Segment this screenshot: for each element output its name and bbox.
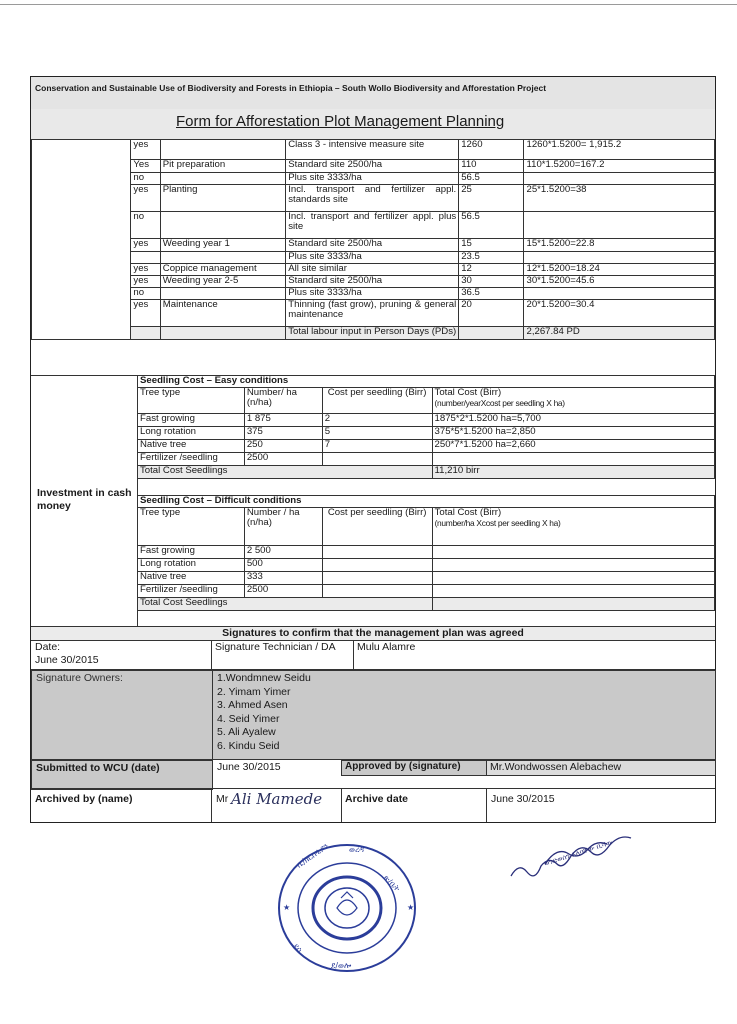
official-stamp [275,838,423,976]
labour-person-days: 30 [459,275,524,287]
archive-date-value-divider [486,788,487,822]
seedling-cost [322,545,432,558]
owners-list [213,671,715,755]
technician-label: Signature Technician / DA [215,641,336,653]
seedling-header-row [138,507,715,545]
seedling-cost: 7 [322,439,432,452]
labour-calculation: 30*1.5200=45.6 [524,275,715,287]
approver-signature [505,826,655,886]
form-header [31,77,715,110]
seedling-title: Seedling Cost – Easy conditions [138,376,715,388]
labour-activity [160,287,285,299]
date-value: June 30/2015 [35,654,99,666]
approved-label: Approved by (signature) [345,761,461,772]
seedling-total: 375*5*1.5200 ha=2,850 [432,426,714,439]
labour-activity [160,140,285,160]
archive-date-value: June 30/2015 [491,793,555,805]
labour-calculation: 1260*1.5200= 1,915.2 [524,140,715,160]
labour-person-days: 15 [459,238,524,251]
owner-name: 5. Ali Ayalew [217,726,276,739]
technician-name: Mulu Alamre [357,641,416,653]
labour-yes-no: yes [131,275,160,287]
svg-text:ጽ/ቤት: ጽ/ቤት [381,873,402,894]
labour-row [32,287,715,299]
seedling-total-label: Total Cost Seedlings [138,597,433,610]
submitted-value: June 30/2015 [217,761,281,773]
labour-row [32,160,715,173]
labour-site: Thinning (fast grow), pruning & general maintenance [286,299,459,326]
investment-label: Investment in cash money [37,487,132,512]
labour-row [32,184,715,211]
labour-person-days: 56.5 [459,173,524,185]
row-divider-2 [31,788,715,789]
signatures-heading: Signatures to confirm that the management plan was agreed [31,626,715,641]
date-cell [31,640,212,670]
labour-activity [160,251,285,263]
seedling-header-row [138,387,715,413]
owners-label: Signature Owners: [36,672,123,684]
approved-value: Mr.Wondwossen Alebachew [490,761,622,773]
seedling-cost [322,584,432,597]
labour-site: Incl. transport and fertilizer appl. standards site [286,184,459,211]
project-title: Conservation and Sustainable Use of Biodiversity and Forests in Ethiopia – South Wollo Biodiversity and Afforestation Project [35,83,547,93]
labour-total-spacer [131,326,160,339]
labour-row [32,140,715,160]
col-total-cost-formula: (number/yearXcost per seedling X ha) [434,398,565,408]
col-cost-per-seedling: Cost per seedling (Birr) [322,507,432,545]
seedling-total [432,571,714,584]
labour-yes-no [131,251,160,263]
labour-calculation: 12*1.5200=18.24 [524,263,715,275]
labour-activity [160,211,285,238]
svg-text:ቤ/ክርስቲያን: ቤ/ክርስቲያን [294,841,331,870]
date-label: Date: [35,641,61,653]
owners-list-cell [212,670,716,760]
col-number-per-ha: Number / ha (n/ha) [244,507,322,545]
labour-yes-no: no [131,211,160,238]
seedling-cost: 2 [322,413,432,426]
labour-person-days: 25 [459,184,524,211]
seedling-total-label: Total Cost Seedlings [138,465,433,478]
col-tree-type: Tree type [138,507,245,545]
labour-calculation [524,251,715,263]
seedling-number: 2 500 [244,545,322,558]
labour-activity: Maintenance [160,299,285,326]
labour-row [32,263,715,275]
archive-date-divider [341,788,342,822]
seedling-number: 250 [244,439,322,452]
labour-row [32,299,715,326]
seedling-tree-type: Native tree [138,571,245,584]
labour-activity: Pit preparation [160,160,285,173]
labour-yes-no: yes [131,263,160,275]
form-title: Form for Afforestation Plot Management Planning [176,113,505,130]
labour-site: Incl. transport and fertilizer appl. plus site [286,211,459,238]
seedling-tree-type: Fertilizer /seedling [138,584,245,597]
labour-activity: Weeding year 1 [160,238,285,251]
archived-prefix: Mr [216,793,229,805]
seedling-tree-type: Fertilizer /seedling [138,452,245,465]
seedling-total-value: 11,210 birr [432,465,714,478]
archived-name-handwritten: Ali Mamede [231,790,323,808]
seedling-total [432,452,714,465]
seedling-cost [322,452,432,465]
labour-row [32,211,715,238]
labour-person-days: 110 [459,160,524,173]
labour-site: Plus site 3333/ha [286,287,459,299]
svg-text:★: ★ [407,903,415,912]
svg-text:ደሴ: ደሴ [291,941,305,956]
seedling-tree-type: Long rotation [138,558,245,571]
seedling-number: 2500 [244,584,322,597]
seedling-number: 375 [244,426,322,439]
labour-yes-no: no [131,173,160,185]
seedling-total [432,545,714,558]
owner-name: 2. Yimam Yimer [217,685,291,698]
seedling-number: 1 875 [244,413,322,426]
labour-person-days: 1260 [459,140,524,160]
col-total-cost [432,507,714,545]
labour-total-label: Total labour input in Person Days (PDs) [286,326,459,339]
owner-name: 4. Seid Yimer [217,712,280,725]
labour-calculation [524,173,715,185]
labour-site: Class 3 - intensive measure site [286,140,459,160]
labour-person-days: 36.5 [459,287,524,299]
seedling-tree-type: Fast growing [138,545,245,558]
labour-yes-no: yes [131,184,160,211]
labour-table [31,139,715,340]
seedling-row [138,426,715,439]
svg-text:ደ/ወሎ: ደ/ወሎ [331,961,352,970]
labour-row [32,251,715,263]
labour-yes-no: Yes [131,160,160,173]
col-total-cost-label: Total Cost (Birr) [434,387,502,398]
submitted-label: Submitted to WCU (date) [36,762,160,774]
labour-calculation: 25*1.5200=38 [524,184,715,211]
labour-total-spacer [160,326,285,339]
form-sheet [30,76,716,823]
seedling-tree-type: Fast growing [138,413,245,426]
labour-activity: Coppice management [160,263,285,275]
col-total-cost-formula: (number/ha Xcost per seedling X ha) [434,518,561,528]
col-total-cost [432,387,714,413]
seedling-cost [322,571,432,584]
svg-text:ወረዳ: ወረዳ [349,845,365,854]
seedling-total-row [138,465,715,478]
labour-activity [160,173,285,185]
labour-person-days: 12 [459,263,524,275]
labour-total-value: 2,267.84 PD [524,326,715,339]
labour-blank-cell [32,140,131,340]
seedling-row [138,413,715,426]
owner-name: 1.Wondmnew Seidu [217,672,311,684]
seedling-row [138,571,715,584]
labour-row [32,238,715,251]
seedling-number: 2500 [244,452,322,465]
labour-yes-no: yes [131,238,160,251]
labour-calculation [524,211,715,238]
labour-calculation [524,287,715,299]
seedling-total-value [432,597,714,610]
col-tree-type: Tree type [138,387,245,413]
archived-divider [211,788,212,822]
seedling-tree-type: Native tree [138,439,245,452]
difficult-seedling-table [137,495,715,611]
seedling-cost [322,558,432,571]
seedling-total: 250*7*1.5200 ha=2,660 [432,439,714,452]
submitted-label-cell [31,760,213,790]
seedling-row [138,439,715,452]
labour-activity: Weeding year 2-5 [160,275,285,287]
labour-calculation: 110*1.5200=167.2 [524,160,715,173]
owners-label-cell [31,670,213,760]
scan-edge-line [0,4,737,5]
labour-site: All site similar [286,263,459,275]
seedling-title-row [138,376,715,388]
seedling-total-row [138,597,715,610]
technician-divider [353,640,354,669]
labour-total-row [32,326,715,339]
seedling-cost: 5 [322,426,432,439]
labour-site: Standard site 2500/ha [286,275,459,287]
archived-label: Archived by (name) [35,793,133,805]
labour-row [32,173,715,185]
labour-person-days: 56.5 [459,211,524,238]
labour-total-spacer [459,326,524,339]
col-cost-per-seedling: Cost per seedling (Birr) [322,387,432,413]
seedling-row [138,545,715,558]
seedling-title: Seedling Cost – Difficult conditions [138,496,715,508]
labour-person-days: 23.5 [459,251,524,263]
owner-name: 3. Ahmed Asen [217,699,288,712]
seedling-total [432,584,714,597]
labour-yes-no: yes [131,140,160,160]
seedling-row [138,558,715,571]
col-number-per-ha: Number/ ha (n/ha) [244,387,322,413]
labour-person-days: 20 [459,299,524,326]
seedling-total: 1875*2*1.5200 ha=5,700 [432,413,714,426]
seedling-row [138,452,715,465]
labour-activity: Planting [160,184,285,211]
labour-yes-no: no [131,287,160,299]
labour-row [32,275,715,287]
approved-value-cell [486,760,716,776]
seedling-number: 500 [244,558,322,571]
seedling-row [138,584,715,597]
labour-site: Standard site 2500/ha [286,238,459,251]
labour-site: Plus site 3333/ha [286,251,459,263]
labour-calculation: 20*1.5200=30.4 [524,299,715,326]
labour-calculation: 15*1.5200=22.8 [524,238,715,251]
easy-seedling-table [137,375,715,479]
seedling-tree-type: Long rotation [138,426,245,439]
owner-name: 6. Kindu Seid [217,739,280,752]
archive-date-label: Archive date [345,793,409,805]
approved-label-cell [341,760,487,776]
seedling-total [432,558,714,571]
col-total-cost-label: Total Cost (Birr) [434,507,502,518]
seedling-title-row [138,496,715,508]
svg-text:★: ★ [283,903,291,912]
labour-site: Plus site 3333/ha [286,173,459,185]
svg-text:ወንድወሰን አለባቸው ቢሻው: ወንድወሰን አለባቸው ቢሻው [543,838,614,868]
seedling-number: 333 [244,571,322,584]
labour-site: Standard site 2500/ha [286,160,459,173]
labour-yes-no: yes [131,299,160,326]
